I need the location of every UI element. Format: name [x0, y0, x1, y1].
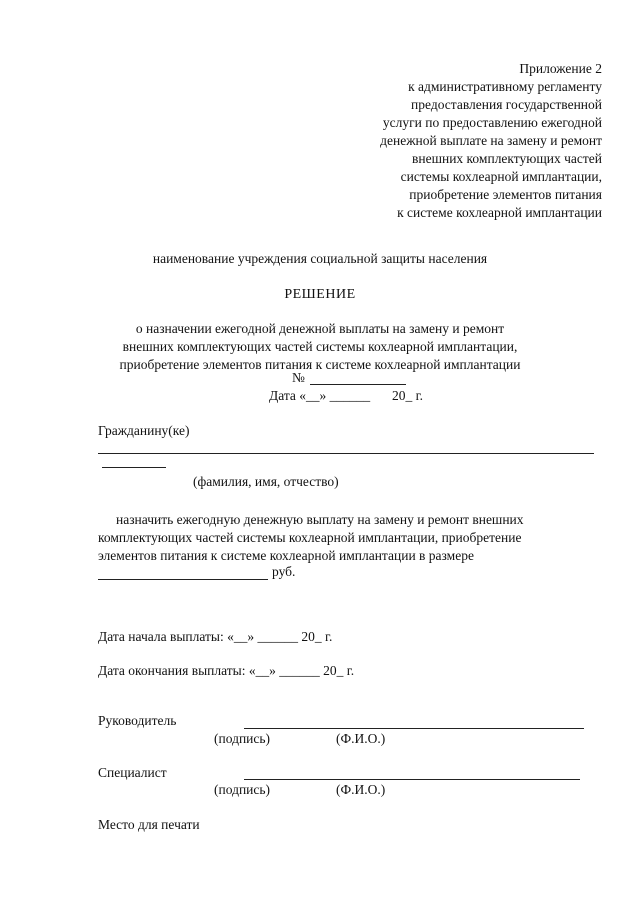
appendix-line: услуги по предоставлению ежегодной: [382, 115, 602, 130]
specialist-signature-line: [244, 779, 580, 780]
specialist-sign-caption: (подпись): [214, 782, 271, 797]
appendix-line: предоставления государственной: [411, 97, 602, 112]
number-label: №: [292, 370, 305, 385]
decision-title: РЕШЕНИЕ: [284, 287, 356, 302]
appendix-title: Приложение 2: [519, 61, 602, 76]
body-line: назначить ежегодную денежную выплату на замену и ремонт внешних: [116, 512, 524, 527]
citizen-label: Гражданину(ке): [98, 423, 190, 438]
citizen-name-line-short: [102, 467, 166, 468]
amount-blank-line: [98, 579, 268, 580]
citizen-fio-caption: (фамилия, имя, отчество): [193, 474, 339, 489]
stamp-place-label: Место для печати: [98, 817, 200, 832]
body-line: элементов питания к системе кохлеарной имплантации в размере: [98, 548, 474, 563]
appendix-line: денежной выплате на замену и ремонт: [380, 133, 602, 148]
citizen-name-line: [98, 453, 594, 454]
head-fio-caption: (Ф.И.О.): [336, 731, 386, 746]
decision-subtitle-line: приобретение элементов питания к системе кохлеарной имплантации: [119, 357, 521, 372]
appendix-line: приобретение элементов питания: [409, 187, 602, 202]
head-signature-line: [244, 728, 584, 729]
start-date: Дата начала выплаты: «__» ______ 20_ г.: [98, 629, 333, 644]
head-label: Руководитель: [98, 713, 177, 728]
decision-date-suffix: 20_ г.: [392, 388, 424, 403]
number-blank-line: [310, 384, 406, 385]
decision-subtitle-line: о назначении ежегодной денежной выплаты на замену и ремонт: [135, 321, 505, 336]
decision-subtitle-line: внешних комплектующих частей системы кохлеарной имплантации,: [122, 339, 518, 354]
decision-date-prefix: Дата «__» ______: [269, 388, 371, 403]
appendix-line: к системе кохлеарной имплантации: [397, 205, 602, 220]
appendix-line: внешних комплектующих частей: [412, 151, 602, 166]
appendix-line: к административному регламенту: [408, 79, 602, 94]
end-date: Дата окончания выплаты: «__» ______ 20_ г.: [98, 663, 355, 678]
specialist-fio-caption: (Ф.И.О.): [336, 782, 386, 797]
specialist-label: Специалист: [98, 765, 167, 780]
amount-suffix: руб.: [272, 564, 296, 579]
appendix-line: системы кохлеарной имплантации,: [400, 169, 602, 184]
head-sign-caption: (подпись): [214, 731, 271, 746]
institution-name: наименование учреждения социальной защиты населения: [152, 251, 488, 266]
body-line: комплектующих частей системы кохлеарной имплантации, приобретение: [98, 530, 522, 545]
